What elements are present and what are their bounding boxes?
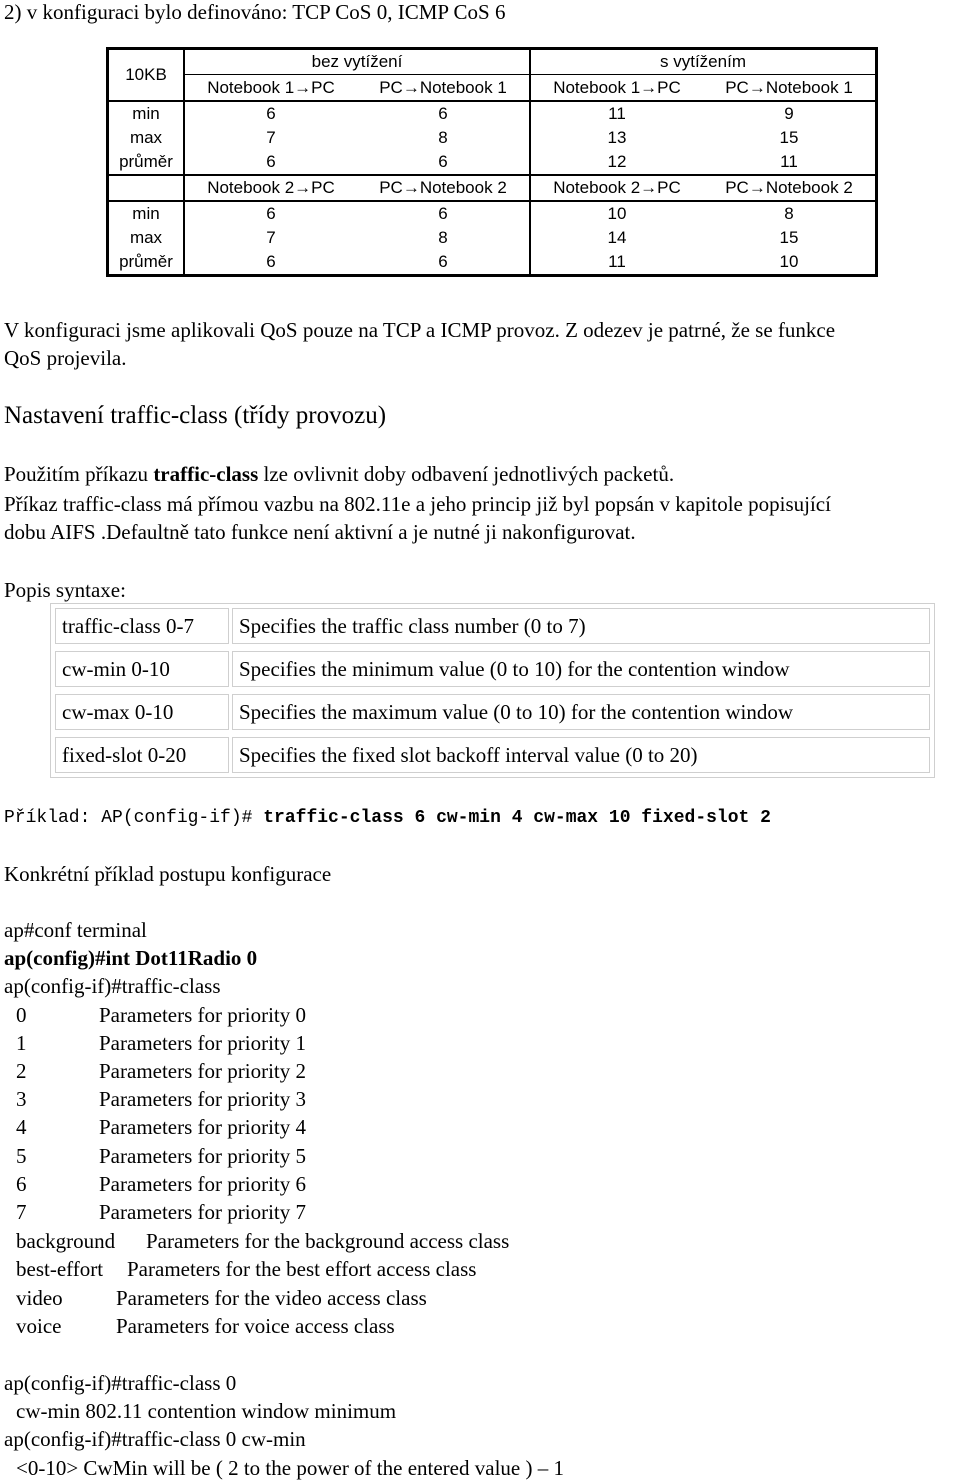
column-header: Notebook 2→PC [530,175,703,201]
table-cell: 8 [703,201,875,226]
paragraph-line: QoS projevila. [4,346,127,370]
priority-key: 4 [16,1115,27,1139]
row-label: průměr [109,250,184,274]
example-prefix: Příklad: AP(config-if)# [4,808,264,828]
syntax-description: Specifies the fixed slot backoff interval value (0 to 20) [232,737,930,773]
table-cell: 10 [530,201,703,226]
table-row [109,201,875,226]
table-cell: 11 [780,152,798,171]
table-cell: 6 [438,252,448,271]
table-header-row [109,175,875,201]
group-header-without-load: bez vytížení [184,50,530,75]
access-class-text: Parameters for the best effort access class [127,1257,477,1281]
priority-text: Parameters for priority 7 [99,1200,307,1224]
table-cell: 12 [530,150,703,175]
table-cell: 6 [266,252,276,271]
table-cell: 6 [266,152,276,171]
paragraph-line: Příkaz traffic-class má přímou vazbu na 802.11e a jeho princip již byl popsán v kapitole popisující [4,492,831,516]
syntax-table [50,603,935,778]
priority-text: Parameters for priority 4 [99,1115,307,1139]
paragraph-line [4,462,674,487]
row-label: max [109,126,184,150]
column-header: PC→Notebook 1 [379,77,507,97]
syntax-description: Specifies the maximum value (0 to 10) for the contention window [232,694,930,730]
cli-line: ap#conf terminal [4,918,147,942]
priority-key: 7 [16,1200,27,1224]
syntax-description: Specifies the minimum value (0 to 10) for the contention window [232,651,930,687]
row-label: min [109,101,184,126]
cli-line: ap(config-if)#traffic-class 0 cw-min [4,1427,306,1451]
priority-text: Parameters for priority 3 [99,1087,307,1111]
access-class-text: Parameters for the background access class [146,1229,510,1253]
concrete-example-title: Konkrétní příklad postupu konfigurace [4,862,332,886]
row-label: max [109,226,184,250]
priority-key: 1 [16,1031,27,1055]
table-cell: 8 [438,128,448,147]
syntax-command: traffic-class 0-7 [55,608,229,644]
column-header: PC→Notebook 2 [357,175,530,201]
access-class-text: Parameters for the video access class [116,1286,427,1310]
example-command: traffic-class 6 cw-min 4 cw-max 10 fixed-slot 2 [263,808,771,828]
column-header: Notebook 2→PC [184,175,357,201]
table-row [109,126,875,150]
column-header: PC→Notebook 1 [725,77,853,97]
priority-key: 0 [16,1003,27,1027]
table-row [109,250,875,274]
row-label [109,175,184,201]
row-label: průměr [109,150,184,175]
table-row [109,150,875,175]
row-label: min [109,201,184,226]
table-cell: 6 [438,152,448,171]
priority-text: Parameters for priority 2 [99,1059,307,1083]
table-cell: 13 [530,126,703,150]
cli-line: <0-10> CwMin will be ( 2 to the power of the entered value ) – 1 [16,1456,564,1480]
syntax-command: cw-max 0-10 [55,694,229,730]
table-cell: 6 [357,201,530,226]
priority-text: Parameters for priority 0 [99,1003,307,1027]
text-span: lze ovlivnit doby odbavení jednotlivých packetů. [258,462,675,486]
example-line [4,808,771,828]
access-class-text: Parameters for voice access class [116,1314,395,1338]
syntax-label: Popis syntaxe: [4,578,126,602]
table-cell: 9 [703,101,875,126]
column-header: Notebook 1→PC [207,77,335,97]
syntax-command: fixed-slot 0-20 [55,737,229,773]
table-cell: 6 [184,101,357,126]
table-cell: 7 [266,228,276,247]
table-cell: 14 [530,226,703,250]
table-group-header-row [109,50,875,75]
access-class-key: voice [16,1314,62,1338]
section-heading: 2) v konfiguraci bylo definováno: TCP CoS 0, ICMP CoS 6 [4,0,506,24]
priority-text: Parameters for priority 5 [99,1144,307,1168]
priority-text: Parameters for priority 6 [99,1172,307,1196]
access-class-key: background [16,1229,116,1253]
cli-line: ap(config-if)#traffic-class [4,974,221,998]
cli-line: ap(config-if)#traffic-class 0 [4,1371,237,1395]
paragraph-line: dobu AIFS .Defaultně tato funkce není aktivní a je nutné ji nakonfigurovat. [4,520,636,544]
cli-line: cw-min 802.11 contention window minimum [16,1399,397,1423]
priority-text: Parameters for priority 1 [99,1031,307,1055]
table-row [109,101,875,126]
table-cell: 11 [530,101,703,126]
syntax-command: cw-min 0-10 [55,651,229,687]
syntax-description: Specifies the traffic class number (0 to 7) [232,608,930,644]
table-cell: 10 [779,252,799,271]
table-cell: 6 [357,101,530,126]
table-header-row [109,75,875,101]
paragraph-line: V konfiguraci jsme aplikovali QoS pouze na TCP a ICMP provoz. Z odezev je patrné, že se funkce [4,318,836,342]
table-cell: 6 [184,201,357,226]
group-header-with-load: s vytížením [530,50,875,75]
table-cell: 11 [530,250,703,274]
column-header: PC→Notebook 2 [703,175,875,201]
priority-key: 3 [16,1087,27,1111]
priority-key: 6 [16,1172,27,1196]
table-cell: 15 [779,228,799,247]
cli-line: ap(config)#int Dot11Radio 0 [4,946,258,970]
table-cell: 8 [438,228,448,247]
table-cell: 15 [779,128,799,147]
access-class-key: best-effort [16,1257,104,1281]
access-class-key: video [16,1286,63,1310]
table-row [109,226,875,250]
command-keyword: traffic-class [153,462,259,486]
section-title: Nastavení traffic-class (třídy provozu) [4,402,387,429]
table-cell: 7 [266,128,276,147]
results-table [109,50,875,274]
priority-key: 2 [16,1059,27,1083]
table-corner-cell: 10KB [109,50,184,101]
text-span: Použitím příkazu [4,462,154,486]
column-header: Notebook 1→PC [530,75,703,101]
priority-key: 5 [16,1144,27,1168]
